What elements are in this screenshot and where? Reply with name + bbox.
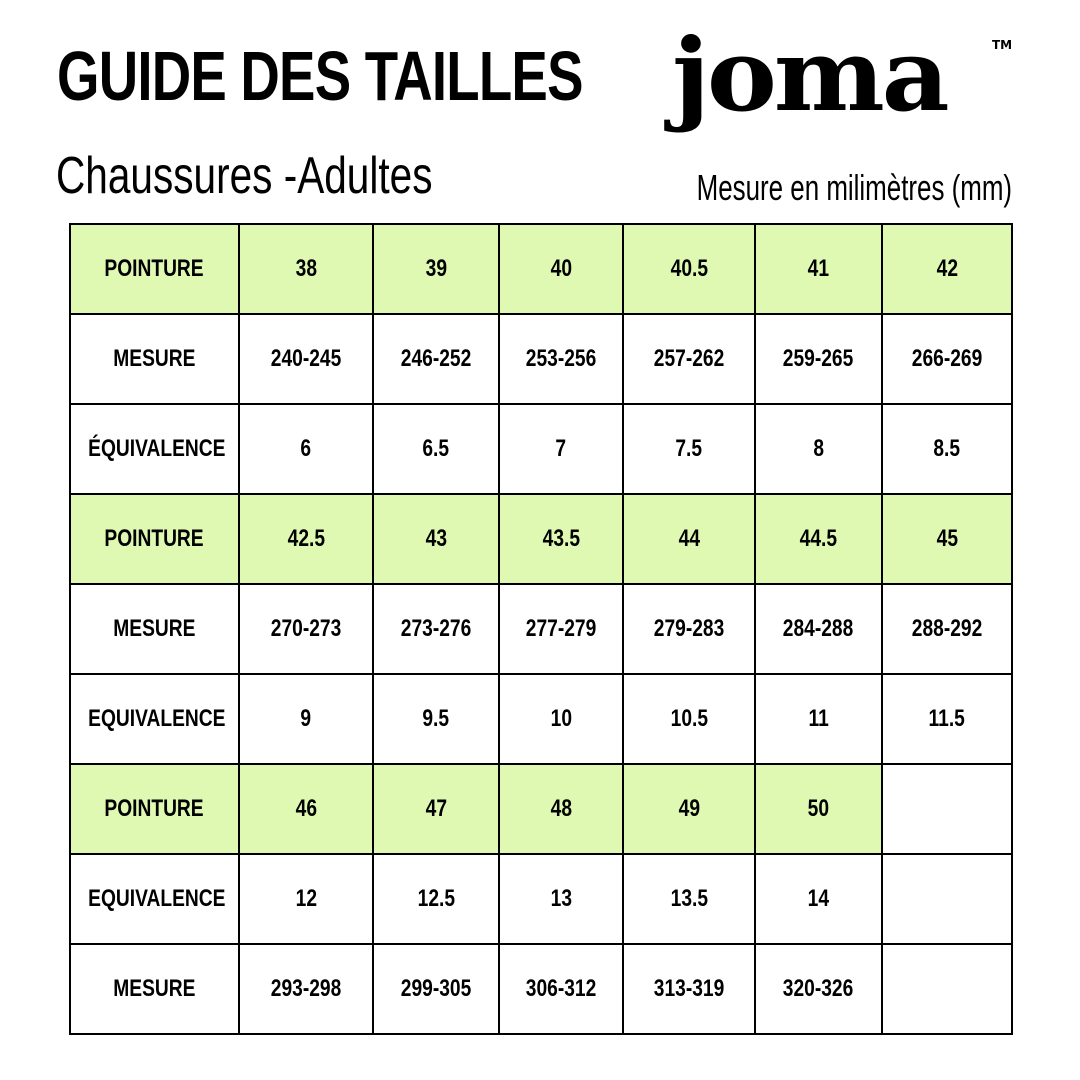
size-cell: 43 bbox=[373, 494, 499, 584]
size-cell: 41 bbox=[755, 224, 882, 314]
equivalence-cell: 9 bbox=[239, 674, 373, 764]
size-cell: 44.5 bbox=[755, 494, 882, 584]
brand-wordmark: joma bbox=[672, 16, 947, 134]
size-cell: 48 bbox=[499, 764, 623, 854]
row-label: EQUIVALENCE bbox=[70, 854, 239, 944]
page-title: GUIDE DES TAILLES bbox=[57, 37, 583, 115]
size-cell: 40.5 bbox=[623, 224, 755, 314]
size-cell: 50 bbox=[755, 764, 882, 854]
row-label: MESURE bbox=[70, 944, 239, 1034]
measure-cell: 288-292 bbox=[882, 584, 1012, 674]
equivalence-cell: 6 bbox=[239, 404, 373, 494]
table-row-equivalence bbox=[70, 674, 1012, 764]
size-cell: 45 bbox=[882, 494, 1012, 584]
row-label: ÉQUIVALENCE bbox=[70, 404, 239, 494]
measure-cell: 306-312 bbox=[499, 944, 623, 1034]
measure-cell: 253-256 bbox=[499, 314, 623, 404]
measure-cell: 313-319 bbox=[623, 944, 755, 1034]
size-cell: 42.5 bbox=[239, 494, 373, 584]
equivalence-cell: 11 bbox=[755, 674, 882, 764]
row-label: POINTURE bbox=[70, 764, 239, 854]
table-row-pointure bbox=[70, 224, 1012, 314]
measure-cell: 266-269 bbox=[882, 314, 1012, 404]
measure-cell: 246-252 bbox=[373, 314, 499, 404]
equivalence-cell: 7 bbox=[499, 404, 623, 494]
measure-cell: 240-245 bbox=[239, 314, 373, 404]
equivalence-cell: 9.5 bbox=[373, 674, 499, 764]
measure-cell: 293-298 bbox=[239, 944, 373, 1034]
table-row-pointure bbox=[70, 764, 1012, 854]
table-row-pointure bbox=[70, 494, 1012, 584]
row-label: MESURE bbox=[70, 314, 239, 404]
equivalence-cell: 13 bbox=[499, 854, 623, 944]
size-cell: 42 bbox=[882, 224, 1012, 314]
equivalence-cell: 12.5 bbox=[373, 854, 499, 944]
trademark-mark: TM bbox=[992, 38, 1013, 52]
equivalence-cell: 6.5 bbox=[373, 404, 499, 494]
table-row-mesure bbox=[70, 944, 1012, 1034]
equivalence-cell: 13.5 bbox=[623, 854, 755, 944]
size-table bbox=[69, 223, 1013, 1035]
equivalence-cell: 10 bbox=[499, 674, 623, 764]
measure-cell: 259-265 bbox=[755, 314, 882, 404]
measure-cell: 273-276 bbox=[373, 584, 499, 674]
size-cell: 46 bbox=[239, 764, 373, 854]
equivalence-cell: 8.5 bbox=[882, 404, 1012, 494]
measure-cell: 279-283 bbox=[623, 584, 755, 674]
equivalence-cell: 14 bbox=[755, 854, 882, 944]
unit-note: Mesure en milimètres (mm) bbox=[696, 167, 1012, 208]
size-cell: 43.5 bbox=[499, 494, 623, 584]
page-subtitle: Chaussures -Adultes bbox=[56, 147, 433, 205]
row-label: POINTURE bbox=[70, 494, 239, 584]
size-cell: 49 bbox=[623, 764, 755, 854]
table-row-equivalence bbox=[70, 404, 1012, 494]
size-cell: 40 bbox=[499, 224, 623, 314]
size-cell: 38 bbox=[239, 224, 373, 314]
row-label: EQUIVALENCE bbox=[70, 674, 239, 764]
table-row-equivalence bbox=[70, 854, 1012, 944]
row-label: MESURE bbox=[70, 584, 239, 674]
joma-logo bbox=[672, 16, 1017, 134]
measure-cell: 277-279 bbox=[499, 584, 623, 674]
empty-cell bbox=[882, 944, 1012, 1034]
empty-cell bbox=[882, 854, 1012, 944]
row-label: POINTURE bbox=[70, 224, 239, 314]
equivalence-cell: 7.5 bbox=[623, 404, 755, 494]
size-cell: 44 bbox=[623, 494, 755, 584]
size-cell: 39 bbox=[373, 224, 499, 314]
equivalence-cell: 12 bbox=[239, 854, 373, 944]
table-row-mesure bbox=[70, 314, 1012, 404]
equivalence-cell: 10.5 bbox=[623, 674, 755, 764]
measure-cell: 257-262 bbox=[623, 314, 755, 404]
measure-cell: 299-305 bbox=[373, 944, 499, 1034]
equivalence-cell: 11.5 bbox=[882, 674, 1012, 764]
measure-cell: 270-273 bbox=[239, 584, 373, 674]
measure-cell: 284-288 bbox=[755, 584, 882, 674]
equivalence-cell: 8 bbox=[755, 404, 882, 494]
table-row-mesure bbox=[70, 584, 1012, 674]
size-cell: 47 bbox=[373, 764, 499, 854]
measure-cell: 320-326 bbox=[755, 944, 882, 1034]
empty-cell bbox=[882, 764, 1012, 854]
